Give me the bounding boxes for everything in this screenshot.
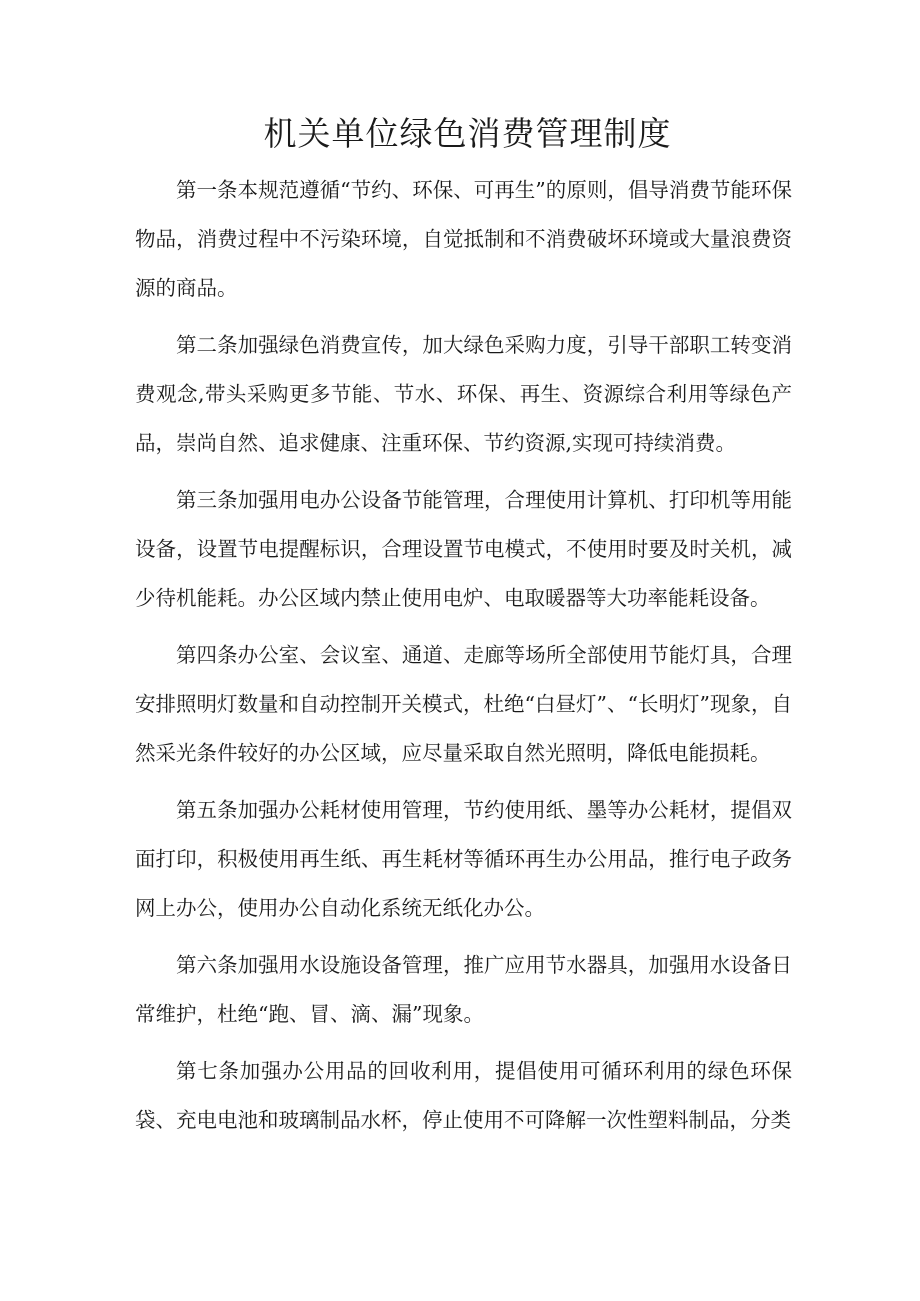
article-2: 第二条加强绿色消费宣传，加大绿色采购力度，引导干部职工转变消费观念,带头采购更多节能、节水、环保、再生、资源综合利用等绿色产品，崇尚自然、追求健康、注重环保、节约资源,实现可持续消费。 [135,333,792,455]
article-3: 第三条加强用电办公设备节能管理，合理使用计算机、打印机等用能设备，设置节电提醒标识，合理设置节电模式，不使用时要及时关机，减少待机能耗。办公区域内禁止使用电炉、电取暖器等大功率能耗设备。 [135,488,792,610]
article-5: 第五条加强办公耗材使用管理，节约使用纸、墨等办公耗材，提倡双面打印，积极使用再生纸、再生耗材等循环再生办公用品，推行电子政务网上办公，使用办公自动化系统无纸化办公。 [135,798,792,920]
article-1: 第一条本规范遵循“节约、环保、可再生”的原则，倡导消费节能环保物品，消费过程中不污染环境，自觉抵制和不消费破坏环境或大量浪费资源的商品。 [135,178,792,300]
document-title: 机关单位绿色消费管理制度 [263,114,672,153]
article-6: 第六条加强用水设施设备管理，推广应用节水器具，加强用水设备日常维护，杜绝“跑、冒、滴、漏”现象。 [135,953,792,1026]
article-4: 第四条办公室、会议室、通道、走廊等场所全部使用节能灯具，合理安排照明灯数量和自动控制开关模式，杜绝“白昼灯”、“长明灯”现象，自然采光条件较好的办公区域，应尽量采取自然光照明，降低电能损耗。 [135,643,792,765]
article-7: 第七条加强办公用品的回收利用，提倡使用可循环利用的绿色环保袋、充电电池和玻璃制品水杯，停止使用不可降解一次性塑料制品，分类 [135,1059,792,1132]
